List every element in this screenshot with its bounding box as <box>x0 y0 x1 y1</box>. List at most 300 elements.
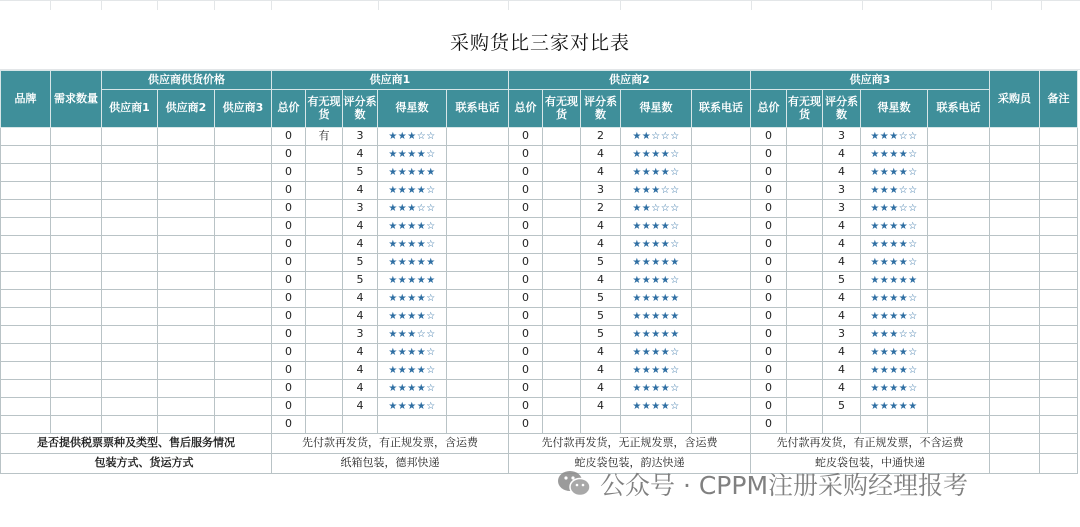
cell-price-supplier-2[interactable] <box>158 254 215 272</box>
cell-price-supplier-3[interactable] <box>215 254 272 272</box>
cell-price-supplier-3[interactable] <box>215 380 272 398</box>
cell-total[interactable]: 0 <box>751 362 787 380</box>
cell-total[interactable]: 0 <box>272 380 306 398</box>
cell-quantity[interactable] <box>51 164 102 182</box>
cell-stock[interactable] <box>306 344 343 362</box>
cell-total[interactable]: 0 <box>751 272 787 290</box>
cell-total[interactable]: 0 <box>751 164 787 182</box>
header-price-supplier-1[interactable]: 供应商1 <box>102 90 158 128</box>
cell-phone[interactable] <box>447 398 509 416</box>
cell-remark[interactable] <box>1040 182 1078 200</box>
cell-phone[interactable] <box>447 146 509 164</box>
cell-stars[interactable]: ★★★★☆ <box>621 398 692 416</box>
cell-buyer[interactable] <box>990 308 1040 326</box>
cell-quantity[interactable] <box>51 326 102 344</box>
invoice-supplier-1[interactable]: 先付款再发货，有正规发票，含运费 <box>272 434 509 454</box>
cell-total[interactable]: 0 <box>509 164 543 182</box>
header-total[interactable]: 总价 <box>751 90 787 128</box>
cell-quantity[interactable] <box>51 254 102 272</box>
header-price-supplier-2[interactable]: 供应商2 <box>158 90 215 128</box>
cell-price-supplier-1[interactable] <box>102 272 158 290</box>
cell-stars[interactable]: ★★★☆☆ <box>861 200 928 218</box>
cell-price-supplier-2[interactable] <box>158 416 215 434</box>
cell-phone[interactable] <box>447 182 509 200</box>
cell-stock[interactable] <box>306 236 343 254</box>
cell-phone[interactable] <box>928 128 990 146</box>
cell-total[interactable]: 0 <box>509 308 543 326</box>
cell-score[interactable]: 3 <box>343 128 378 146</box>
cell-price-supplier-2[interactable] <box>158 236 215 254</box>
cell-remark[interactable] <box>1040 236 1078 254</box>
cell-phone[interactable] <box>447 236 509 254</box>
cell-stock[interactable] <box>543 182 581 200</box>
cell-stars[interactable]: ★★★★☆ <box>378 362 447 380</box>
cell-price-supplier-2[interactable] <box>158 146 215 164</box>
cell-score[interactable]: 4 <box>343 398 378 416</box>
packing-label[interactable]: 包装方式、货运方式 <box>1 454 272 474</box>
cell-phone[interactable] <box>447 164 509 182</box>
cell-stars[interactable]: ★★★★★ <box>621 254 692 272</box>
header-quantity[interactable]: 需求数量 <box>51 71 102 128</box>
cell-score[interactable]: 5 <box>581 326 621 344</box>
cell-stars[interactable]: ★★★★★ <box>621 308 692 326</box>
cell-quantity[interactable] <box>51 308 102 326</box>
cell-total[interactable]: 0 <box>509 380 543 398</box>
cell-stars[interactable]: ★★★★☆ <box>378 182 447 200</box>
cell-stars[interactable]: ★★★☆☆ <box>861 182 928 200</box>
cell-total[interactable]: 0 <box>272 308 306 326</box>
cell-stars[interactable]: ★★★★☆ <box>861 308 928 326</box>
cell-total[interactable]: 0 <box>272 272 306 290</box>
cell-price-supplier-1[interactable] <box>102 200 158 218</box>
cell-stars[interactable]: ★★★★★ <box>621 326 692 344</box>
cell-score[interactable]: 4 <box>823 380 861 398</box>
cell-price-supplier-2[interactable] <box>158 272 215 290</box>
cell-stars[interactable]: ★★★★☆ <box>621 218 692 236</box>
cell-buyer[interactable] <box>990 416 1040 434</box>
cell-buyer[interactable] <box>990 218 1040 236</box>
cell-total[interactable]: 0 <box>509 128 543 146</box>
cell-stars[interactable]: ★★★★★ <box>621 290 692 308</box>
cell-buyer[interactable] <box>990 128 1040 146</box>
cell-phone[interactable] <box>692 128 751 146</box>
cell-phone[interactable] <box>692 308 751 326</box>
header-phone[interactable]: 联系电话 <box>928 90 990 128</box>
invoice-label[interactable]: 是否提供税票票种及类型、售后服务情况 <box>1 434 272 454</box>
cell-quantity[interactable] <box>51 416 102 434</box>
cell-price-supplier-2[interactable] <box>158 290 215 308</box>
cell-price-supplier-1[interactable] <box>102 146 158 164</box>
cell-score[interactable]: 4 <box>823 236 861 254</box>
cell-stock[interactable] <box>787 200 823 218</box>
cell-brand[interactable] <box>1 146 51 164</box>
cell-price-supplier-1[interactable] <box>102 164 158 182</box>
cell-phone[interactable] <box>447 344 509 362</box>
cell-stars[interactable]: ★★★★☆ <box>621 236 692 254</box>
cell-stars[interactable]: ★★★★☆ <box>621 146 692 164</box>
cell-total[interactable]: 0 <box>509 362 543 380</box>
cell-stars[interactable]: ★★★★☆ <box>621 272 692 290</box>
cell-quantity[interactable] <box>51 362 102 380</box>
cell-phone[interactable] <box>447 308 509 326</box>
cell-stock[interactable] <box>306 218 343 236</box>
header-stars[interactable]: 得星数 <box>378 90 447 128</box>
cell-price-supplier-1[interactable] <box>102 326 158 344</box>
cell-stars[interactable]: ★★★★☆ <box>378 398 447 416</box>
cell-score[interactable]: 4 <box>343 182 378 200</box>
cell-brand[interactable] <box>1 326 51 344</box>
cell-stars[interactable]: ★★★☆☆ <box>861 326 928 344</box>
cell-quantity[interactable] <box>51 272 102 290</box>
cell-phone[interactable] <box>928 362 990 380</box>
cell-phone[interactable] <box>447 200 509 218</box>
cell-price-supplier-2[interactable] <box>158 398 215 416</box>
cell-score[interactable]: 3 <box>823 182 861 200</box>
cell-phone[interactable] <box>928 182 990 200</box>
cell-price-supplier-3[interactable] <box>215 398 272 416</box>
cell-stock[interactable] <box>543 254 581 272</box>
cell-total[interactable]: 0 <box>272 182 306 200</box>
cell-total[interactable]: 0 <box>509 218 543 236</box>
cell-price-supplier-2[interactable] <box>158 344 215 362</box>
cell-price-supplier-1[interactable] <box>102 290 158 308</box>
cell-stars[interactable]: ★★★☆☆ <box>621 182 692 200</box>
cell-brand[interactable] <box>1 236 51 254</box>
cell-stock[interactable] <box>543 236 581 254</box>
cell-total[interactable]: 0 <box>509 398 543 416</box>
cell-stock[interactable] <box>306 182 343 200</box>
cell-price-supplier-2[interactable] <box>158 326 215 344</box>
cell-score[interactable]: 4 <box>823 218 861 236</box>
cell-score[interactable]: 5 <box>343 164 378 182</box>
cell-remark[interactable] <box>1040 308 1078 326</box>
cell-total[interactable]: 0 <box>272 362 306 380</box>
cell-phone[interactable] <box>928 200 990 218</box>
cell-total[interactable]: 0 <box>272 236 306 254</box>
cell-score[interactable]: 4 <box>581 164 621 182</box>
cell-total[interactable]: 0 <box>272 200 306 218</box>
cell-stars[interactable]: ★★★★★ <box>378 254 447 272</box>
cell-stars[interactable]: ★★★★☆ <box>378 380 447 398</box>
header-stars[interactable]: 得星数 <box>861 90 928 128</box>
cell-price-supplier-3[interactable] <box>215 164 272 182</box>
cell-brand[interactable] <box>1 272 51 290</box>
cell-total[interactable]: 0 <box>751 218 787 236</box>
cell-remark[interactable] <box>1040 254 1078 272</box>
cell-buyer[interactable] <box>990 146 1040 164</box>
header-buyer[interactable]: 采购员 <box>990 71 1040 128</box>
cell-score[interactable]: 3 <box>823 200 861 218</box>
cell-price-supplier-1[interactable] <box>102 308 158 326</box>
cell-total[interactable]: 0 <box>509 344 543 362</box>
cell-score[interactable]: 4 <box>343 344 378 362</box>
cell-price-supplier-2[interactable] <box>158 200 215 218</box>
cell-quantity[interactable] <box>51 344 102 362</box>
invoice-supplier-2[interactable]: 先付款再发货，无正规发票，含运费 <box>509 434 751 454</box>
cell-score[interactable]: 4 <box>581 398 621 416</box>
cell-score[interactable]: 4 <box>581 218 621 236</box>
cell-stars[interactable]: ★★★★☆ <box>621 344 692 362</box>
cell-stock[interactable] <box>543 362 581 380</box>
cell-score[interactable]: 4 <box>823 308 861 326</box>
cell-total[interactable]: 0 <box>509 326 543 344</box>
cell-stars[interactable] <box>861 416 928 434</box>
cell-phone[interactable] <box>447 290 509 308</box>
cell-stock[interactable] <box>787 362 823 380</box>
cell-score[interactable]: 4 <box>581 380 621 398</box>
cell-stars[interactable]: ★★★★★ <box>378 164 447 182</box>
header-score[interactable]: 评分系数 <box>823 90 861 128</box>
cell-buyer[interactable] <box>990 380 1040 398</box>
cell-score[interactable] <box>581 416 621 434</box>
cell-score[interactable]: 4 <box>343 236 378 254</box>
header-score[interactable]: 评分系数 <box>581 90 621 128</box>
cell-remark[interactable] <box>1040 326 1078 344</box>
cell-stars[interactable]: ★★★★★ <box>861 398 928 416</box>
cell-score[interactable]: 5 <box>581 254 621 272</box>
cell-phone[interactable] <box>447 380 509 398</box>
cell-stock[interactable] <box>787 254 823 272</box>
cell-total[interactable]: 0 <box>751 344 787 362</box>
cell-total[interactable]: 0 <box>509 416 543 434</box>
header-price-group[interactable]: 供应商供货价格 <box>102 71 272 90</box>
cell-phone[interactable] <box>692 362 751 380</box>
cell-remark[interactable] <box>1040 290 1078 308</box>
cell-stock[interactable] <box>787 290 823 308</box>
cell-remark[interactable] <box>1040 146 1078 164</box>
cell-score[interactable]: 4 <box>581 344 621 362</box>
cell-score[interactable]: 4 <box>823 362 861 380</box>
cell-total[interactable]: 0 <box>509 182 543 200</box>
cell-stock[interactable] <box>543 164 581 182</box>
cell-price-supplier-2[interactable] <box>158 218 215 236</box>
cell-stars[interactable]: ★★★★☆ <box>378 290 447 308</box>
cell-price-supplier-3[interactable] <box>215 326 272 344</box>
cell-phone[interactable] <box>692 218 751 236</box>
cell-stock[interactable] <box>306 362 343 380</box>
cell-stars[interactable] <box>621 416 692 434</box>
cell-score[interactable]: 5 <box>823 272 861 290</box>
cell-stock[interactable] <box>543 290 581 308</box>
cell-phone[interactable] <box>928 290 990 308</box>
cell-total[interactable]: 0 <box>751 326 787 344</box>
cell-stock[interactable] <box>543 398 581 416</box>
cell-brand[interactable] <box>1 218 51 236</box>
cell-total[interactable]: 0 <box>751 236 787 254</box>
cell-stars[interactable]: ★★★☆☆ <box>861 128 928 146</box>
cell-stock[interactable] <box>787 380 823 398</box>
cell-stars[interactable]: ★★★★☆ <box>861 146 928 164</box>
cell-price-supplier-3[interactable] <box>215 272 272 290</box>
cell-phone[interactable] <box>928 308 990 326</box>
cell-score[interactable] <box>823 416 861 434</box>
cell-buyer[interactable] <box>990 200 1040 218</box>
cell-stock[interactable] <box>787 398 823 416</box>
cell-remark[interactable] <box>1040 218 1078 236</box>
header-stock[interactable]: 有无现货 <box>306 90 343 128</box>
cell-phone[interactable] <box>692 254 751 272</box>
cell-score[interactable]: 4 <box>581 236 621 254</box>
cell-score[interactable]: 4 <box>823 344 861 362</box>
cell-total[interactable]: 0 <box>272 164 306 182</box>
cell-score[interactable]: 5 <box>581 290 621 308</box>
cell-total[interactable]: 0 <box>272 290 306 308</box>
cell-phone[interactable] <box>692 326 751 344</box>
cell-stock[interactable] <box>787 236 823 254</box>
cell-total[interactable]: 0 <box>272 218 306 236</box>
cell-phone[interactable] <box>692 182 751 200</box>
cell-brand[interactable] <box>1 182 51 200</box>
header-score[interactable]: 评分系数 <box>343 90 378 128</box>
cell-price-supplier-1[interactable] <box>102 218 158 236</box>
cell-score[interactable]: 3 <box>343 326 378 344</box>
cell-price-supplier-3[interactable] <box>215 290 272 308</box>
cell-total[interactable]: 0 <box>272 146 306 164</box>
cell-stars[interactable]: ★★★★☆ <box>861 236 928 254</box>
cell-price-supplier-3[interactable] <box>215 362 272 380</box>
cell-stars[interactable]: ★★★★★ <box>861 272 928 290</box>
cell-total[interactable]: 0 <box>272 326 306 344</box>
cell-total[interactable]: 0 <box>751 380 787 398</box>
header-supplier-1[interactable]: 供应商1 <box>272 71 509 90</box>
cell-price-supplier-1[interactable] <box>102 398 158 416</box>
cell-price-supplier-2[interactable] <box>158 164 215 182</box>
cell-buyer[interactable] <box>990 254 1040 272</box>
cell-stars[interactable]: ★★★☆☆ <box>378 200 447 218</box>
cell-phone[interactable] <box>447 326 509 344</box>
cell-stock[interactable] <box>543 200 581 218</box>
cell-stock[interactable] <box>306 146 343 164</box>
header-price-supplier-3[interactable]: 供应商3 <box>215 90 272 128</box>
cell-score[interactable] <box>343 416 378 434</box>
cell-stock[interactable]: 有 <box>306 128 343 146</box>
cell-stock[interactable] <box>543 416 581 434</box>
cell-score[interactable]: 4 <box>581 362 621 380</box>
header-total[interactable]: 总价 <box>272 90 306 128</box>
header-total[interactable]: 总价 <box>509 90 543 128</box>
cell-price-supplier-1[interactable] <box>102 182 158 200</box>
cell-total[interactable]: 0 <box>272 344 306 362</box>
cell-quantity[interactable] <box>51 236 102 254</box>
cell-price-supplier-2[interactable] <box>158 380 215 398</box>
cell-stars[interactable]: ★★★★☆ <box>621 380 692 398</box>
cell[interactable] <box>990 434 1040 454</box>
cell-stock[interactable] <box>787 182 823 200</box>
cell-remark[interactable] <box>1040 416 1078 434</box>
cell-stock[interactable] <box>787 326 823 344</box>
packing-supplier-3[interactable]: 蛇皮袋包装，中通快递 <box>751 454 990 474</box>
cell-phone[interactable] <box>692 416 751 434</box>
cell-stock[interactable] <box>306 200 343 218</box>
cell-score[interactable]: 3 <box>343 200 378 218</box>
cell-stock[interactable] <box>787 218 823 236</box>
cell-score[interactable]: 4 <box>581 272 621 290</box>
header-phone[interactable]: 联系电话 <box>692 90 751 128</box>
cell-price-supplier-1[interactable] <box>102 362 158 380</box>
cell-stock[interactable] <box>543 380 581 398</box>
cell-stars[interactable]: ★★★★☆ <box>861 362 928 380</box>
cell-score[interactable]: 2 <box>581 200 621 218</box>
cell-total[interactable]: 0 <box>272 398 306 416</box>
cell-stars[interactable]: ★★★★☆ <box>378 344 447 362</box>
cell-phone[interactable] <box>928 326 990 344</box>
cell-stock[interactable] <box>306 272 343 290</box>
cell-remark[interactable] <box>1040 398 1078 416</box>
cell-score[interactable]: 4 <box>823 254 861 272</box>
cell-score[interactable]: 5 <box>823 398 861 416</box>
cell-score[interactable]: 3 <box>823 326 861 344</box>
header-supplier-2[interactable]: 供应商2 <box>509 71 751 90</box>
cell-stock[interactable] <box>787 308 823 326</box>
cell-score[interactable]: 5 <box>343 254 378 272</box>
cell-price-supplier-1[interactable] <box>102 254 158 272</box>
cell-brand[interactable] <box>1 164 51 182</box>
cell-score[interactable]: 5 <box>343 272 378 290</box>
cell-score[interactable]: 4 <box>343 362 378 380</box>
cell-total[interactable]: 0 <box>272 254 306 272</box>
cell-stock[interactable] <box>306 254 343 272</box>
cell-score[interactable]: 3 <box>581 182 621 200</box>
cell-brand[interactable] <box>1 290 51 308</box>
cell-price-supplier-3[interactable] <box>215 200 272 218</box>
cell-total[interactable]: 0 <box>751 182 787 200</box>
cell-quantity[interactable] <box>51 200 102 218</box>
cell-price-supplier-3[interactable] <box>215 236 272 254</box>
cell-stock[interactable] <box>306 164 343 182</box>
cell-phone[interactable] <box>447 362 509 380</box>
cell-price-supplier-3[interactable] <box>215 182 272 200</box>
cell-price-supplier-3[interactable] <box>215 308 272 326</box>
header-stars[interactable]: 得星数 <box>621 90 692 128</box>
cell-quantity[interactable] <box>51 128 102 146</box>
cell-stars[interactable]: ★★★★★ <box>378 272 447 290</box>
cell-stock[interactable] <box>787 272 823 290</box>
cell-stock[interactable] <box>306 326 343 344</box>
cell-phone[interactable] <box>928 398 990 416</box>
cell-price-supplier-1[interactable] <box>102 236 158 254</box>
cell-remark[interactable] <box>1040 380 1078 398</box>
cell-total[interactable]: 0 <box>751 398 787 416</box>
cell-quantity[interactable] <box>51 398 102 416</box>
cell-stock[interactable] <box>787 128 823 146</box>
packing-supplier-1[interactable]: 纸箱包装，德邦快递 <box>272 454 509 474</box>
cell-quantity[interactable] <box>51 182 102 200</box>
cell-total[interactable]: 0 <box>509 200 543 218</box>
cell-price-supplier-1[interactable] <box>102 128 158 146</box>
cell-total[interactable]: 0 <box>509 254 543 272</box>
cell-stars[interactable]: ★★★★☆ <box>378 218 447 236</box>
cell-buyer[interactable] <box>990 344 1040 362</box>
cell-total[interactable]: 0 <box>751 308 787 326</box>
cell-remark[interactable] <box>1040 128 1078 146</box>
cell-total[interactable]: 0 <box>509 236 543 254</box>
cell-score[interactable]: 4 <box>823 290 861 308</box>
cell-stars[interactable]: ★★★★☆ <box>378 236 447 254</box>
cell[interactable] <box>1040 434 1078 454</box>
cell-phone[interactable] <box>928 164 990 182</box>
cell-phone[interactable] <box>692 344 751 362</box>
cell-price-supplier-1[interactable] <box>102 380 158 398</box>
cell-stars[interactable]: ★★☆☆☆ <box>621 200 692 218</box>
cell-remark[interactable] <box>1040 344 1078 362</box>
cell-brand[interactable] <box>1 344 51 362</box>
cell-stock[interactable] <box>306 380 343 398</box>
cell-brand[interactable] <box>1 362 51 380</box>
cell-score[interactable]: 4 <box>343 380 378 398</box>
cell-stock[interactable] <box>306 416 343 434</box>
header-stock[interactable]: 有无现货 <box>787 90 823 128</box>
cell-phone[interactable] <box>447 218 509 236</box>
